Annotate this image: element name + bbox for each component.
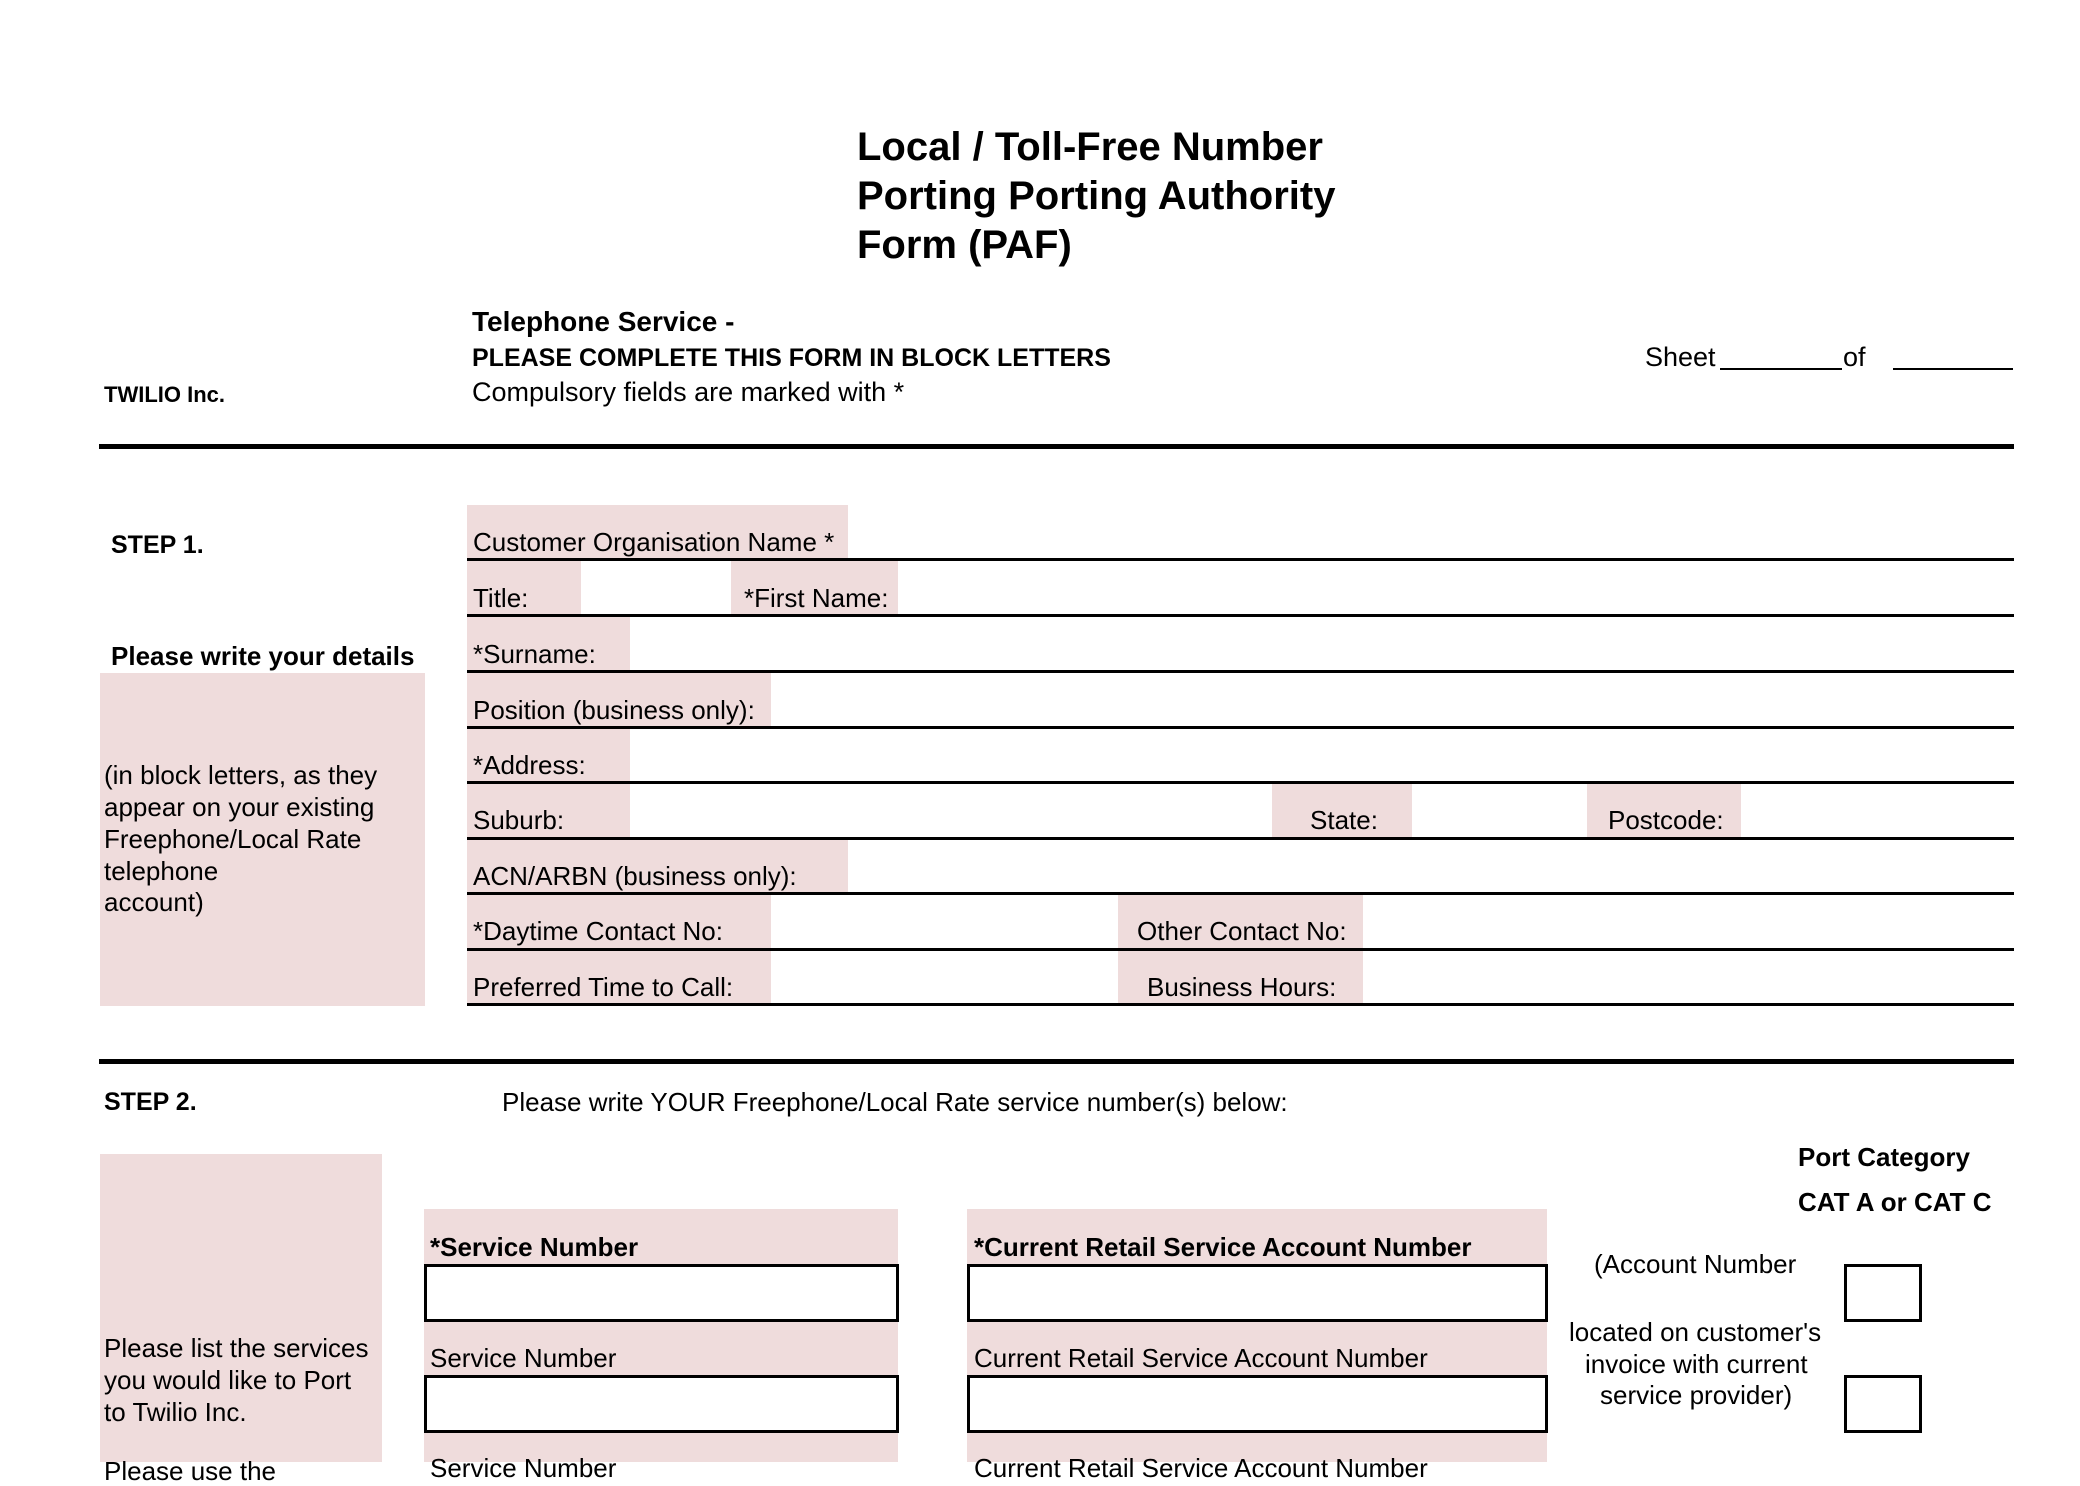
business-hours-input[interactable]: [1363, 951, 2014, 1005]
title-input[interactable]: [581, 561, 731, 615]
first-name-input[interactable]: [898, 561, 2014, 615]
port-category-heading: Port Category: [1798, 1142, 1970, 1172]
state-input[interactable]: [1412, 784, 1587, 838]
other-contact-label: Other Contact No:: [1137, 916, 1347, 946]
step1-heading: Please write your details: [111, 641, 415, 671]
preferred-time-label: Preferred Time to Call:: [473, 972, 734, 1002]
business-hours-label: Business Hours:: [1147, 972, 1337, 1002]
sheet-number-field[interactable]: [1720, 340, 1842, 370]
port-category-box[interactable]: [1844, 1264, 1922, 1322]
service-number-label: Service Number: [430, 1453, 617, 1483]
step2-note-line: you would like to Port: [104, 1365, 352, 1395]
step2-instruction: Please write YOUR Freephone/Local Rate service number(s) below:: [502, 1087, 1288, 1117]
block-letters-notice: PLEASE COMPLETE THIS FORM IN BLOCK LETTERS: [472, 344, 1111, 372]
acn-input[interactable]: [848, 840, 2014, 894]
compulsory-notice: Compulsory fields are marked with *: [472, 377, 905, 407]
step-divider: [99, 1059, 2014, 1064]
step1-note-line: appear on your existing: [104, 792, 375, 822]
step1-note-line: (in block letters, as they: [104, 760, 378, 790]
service-number-label: Service Number: [430, 1343, 617, 1373]
step2-note-line: Please use the: [104, 1456, 277, 1486]
company-name: TWILIO Inc.: [104, 382, 225, 407]
surname-input[interactable]: [630, 617, 2014, 671]
title-label: Title:: [473, 583, 529, 613]
postcode-label: Postcode:: [1608, 805, 1724, 835]
step2-note-line: to Twilio Inc.: [104, 1397, 247, 1427]
org-name-label: Customer Organisation Name *: [473, 527, 835, 557]
account-number-input[interactable]: [967, 1375, 1548, 1433]
service-number-label: *Service Number: [430, 1232, 639, 1262]
service-number-input[interactable]: [424, 1375, 899, 1433]
account-number-label: Current Retail Service Account Number: [974, 1453, 1428, 1483]
address-label: *Address:: [473, 750, 586, 780]
account-note-line: invoice with current: [1585, 1349, 1808, 1379]
first-name-label: *First Name:: [744, 583, 889, 613]
state-label: State:: [1310, 805, 1378, 835]
daytime-contact-label: *Daytime Contact No:: [473, 916, 723, 946]
step1-label: STEP 1.: [111, 531, 204, 559]
account-note-line: (Account Number: [1594, 1249, 1797, 1279]
other-contact-input[interactable]: [1363, 895, 2014, 949]
form-title-line-1: Local / Toll-Free Number: [857, 125, 1323, 169]
account-note-line: located on customer's: [1569, 1317, 1822, 1347]
step2-note-line: Please list the services: [104, 1333, 369, 1363]
account-number-label: *Current Retail Service Account Number: [974, 1232, 1472, 1262]
postcode-input[interactable]: [1741, 784, 2014, 838]
cat-options: CAT A or CAT C: [1798, 1187, 1992, 1217]
of-label: of: [1843, 342, 1866, 372]
header-divider: [99, 444, 2014, 449]
form-title-line-3: Form (PAF): [857, 223, 1072, 267]
acn-label: ACN/ARBN (business only):: [473, 861, 797, 891]
form-title-line-2: Porting Porting Authority: [857, 174, 1336, 218]
account-number-label: Current Retail Service Account Number: [974, 1343, 1428, 1373]
surname-label: *Surname:: [473, 639, 596, 669]
account-number-input[interactable]: [967, 1264, 1548, 1322]
form-subtitle: Telephone Service -: [472, 306, 735, 337]
position-label: Position (business only):: [473, 695, 755, 725]
step2-label: STEP 2.: [104, 1088, 197, 1116]
sheet-label: Sheet: [1645, 342, 1716, 372]
row-rule: [467, 1003, 2014, 1006]
address-input[interactable]: [630, 729, 2014, 783]
step1-note-line: telephone: [104, 856, 219, 886]
service-number-input[interactable]: [424, 1264, 899, 1322]
suburb-input[interactable]: [630, 784, 1272, 838]
step1-note-line: account): [104, 887, 204, 917]
preferred-time-input[interactable]: [771, 951, 1118, 1005]
sheet-total-field[interactable]: [1893, 340, 2013, 370]
org-name-input[interactable]: [848, 505, 2014, 559]
step1-note-line: Freephone/Local Rate: [104, 824, 362, 854]
account-note-line: service provider): [1600, 1380, 1793, 1410]
suburb-label: Suburb:: [473, 805, 565, 835]
port-category-box[interactable]: [1844, 1375, 1922, 1433]
position-input[interactable]: [771, 673, 2014, 727]
daytime-contact-input[interactable]: [771, 895, 1118, 949]
